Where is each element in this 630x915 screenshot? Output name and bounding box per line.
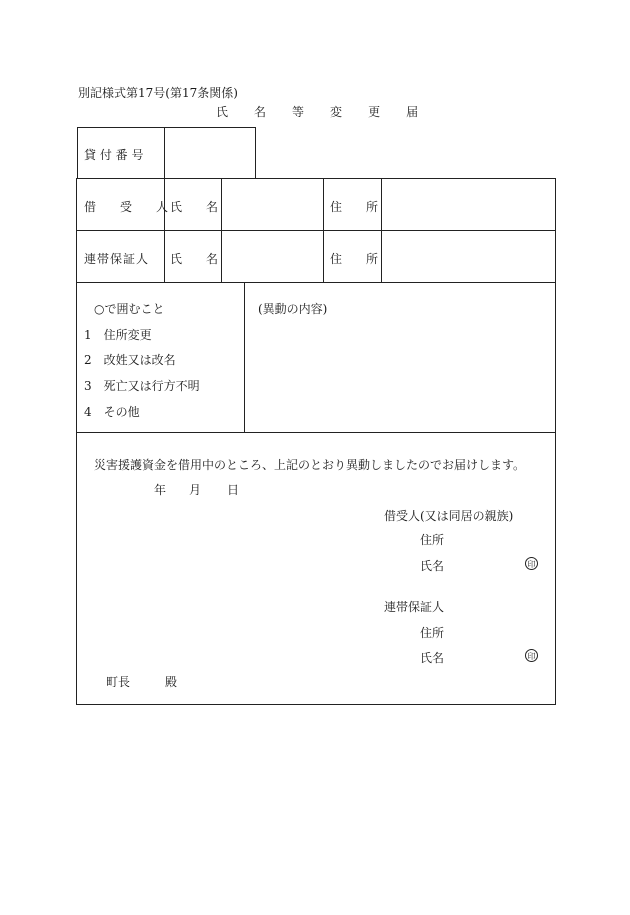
- seal-icon: 印: [525, 649, 538, 662]
- guarantor-label: 連帯保証人: [84, 252, 150, 266]
- form-reference: 別記様式第17号(第17条関係): [78, 86, 238, 100]
- options-instruction: ○で囲むこと: [94, 302, 165, 316]
- borrower-signature-heading: 借受人(又は同居の親族): [384, 509, 514, 523]
- title-char: 変: [330, 105, 343, 119]
- loan-number-field[interactable]: [164, 128, 255, 177]
- title-char: 氏: [216, 105, 229, 119]
- date-month: 月: [189, 483, 202, 497]
- title-char: 更: [368, 105, 381, 119]
- borrower-name-field[interactable]: [222, 179, 322, 229]
- details-label: (異動の内容): [258, 302, 328, 316]
- guarantor-address-label: 住 所: [330, 252, 379, 266]
- borrower-signature-address-label: 住所: [420, 533, 445, 547]
- guarantor-address-field[interactable]: [382, 231, 554, 281]
- option-item-death-missing[interactable]: 3 死亡又は行方不明: [84, 379, 200, 393]
- date-day: 日: [227, 483, 240, 497]
- title-char: 等: [292, 105, 305, 119]
- borrower-name-label: 氏 名: [170, 200, 219, 214]
- guarantor-signature-name-label: 氏名: [420, 651, 445, 665]
- option-item-address-change[interactable]: 1 住所変更: [84, 328, 152, 342]
- loan-number-label: 貸 付 番 号: [84, 148, 144, 162]
- col-divider: [164, 178, 165, 282]
- recipient-honorific: 殿: [165, 675, 178, 689]
- title-char: 名: [254, 105, 267, 119]
- recipient-title: 町長: [106, 675, 131, 689]
- guarantor-signature-heading: 連帯保証人: [384, 600, 445, 614]
- col-divider: [244, 282, 245, 432]
- details-field[interactable]: [246, 318, 554, 430]
- guarantor-signature-address-label: 住所: [420, 626, 445, 640]
- seal-icon: 印: [525, 557, 538, 570]
- form-title: [216, 103, 418, 120]
- date-year: 年: [154, 483, 167, 497]
- guarantor-name-field[interactable]: [222, 231, 322, 281]
- option-item-name-change[interactable]: 2 改姓又は改名: [84, 353, 176, 367]
- borrower-label: 借 受 人: [84, 200, 175, 214]
- guarantor-name-label: 氏 名: [170, 252, 219, 266]
- col-divider: [323, 178, 324, 282]
- title-char: 届: [406, 105, 419, 119]
- option-item-other[interactable]: 4 その他: [84, 405, 140, 419]
- row-divider: [76, 432, 556, 433]
- declaration-statement: 災害援護資金を借用中のところ、上記のとおり異動しましたのでお届けします。: [94, 458, 526, 472]
- row-divider: [76, 282, 556, 283]
- borrower-signature-name-label: 氏名: [420, 559, 445, 573]
- borrower-address-field[interactable]: [382, 179, 554, 229]
- borrower-address-label: 住 所: [330, 200, 379, 214]
